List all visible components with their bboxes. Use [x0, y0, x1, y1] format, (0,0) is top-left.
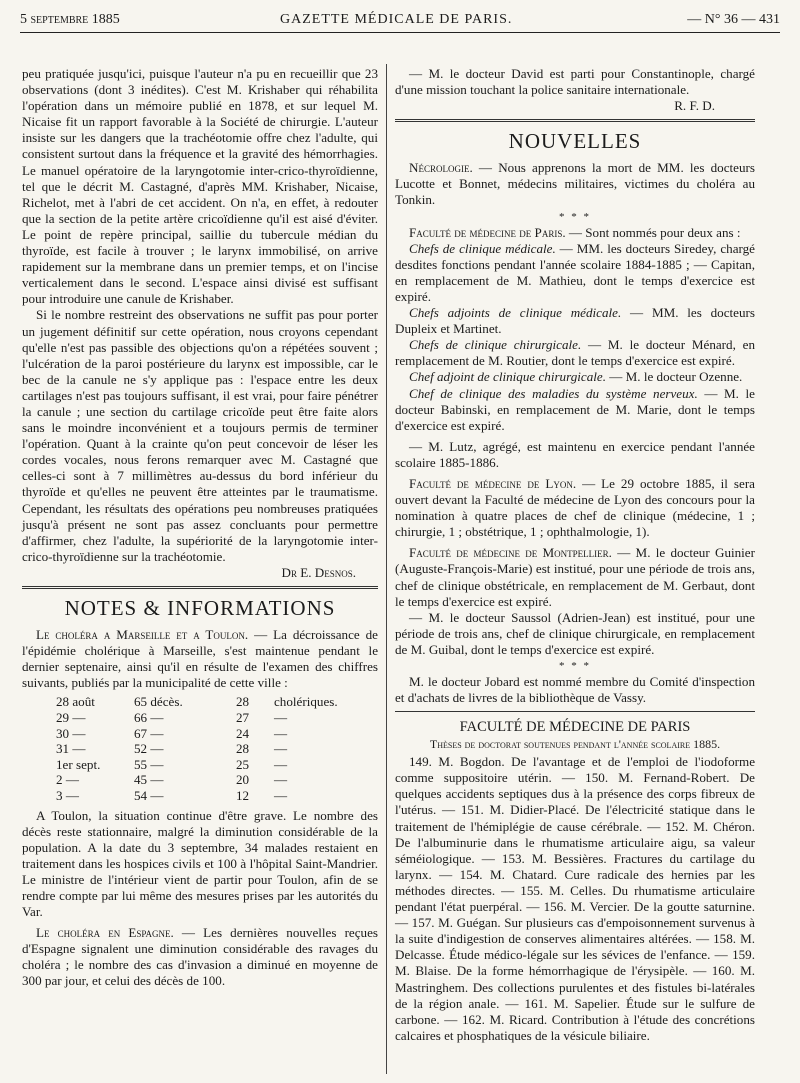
appointment-item: Chefs de clinique chirurgicale. — M. le docteur Ménard, en remplacement de M. Routier, dont le temps d'exercice est expiré.	[395, 337, 756, 369]
news-text: — Sont nommés pour deux ans :	[565, 224, 741, 240]
news-item	[22, 925, 378, 989]
news-item	[395, 160, 755, 208]
column-divider	[386, 64, 387, 1074]
issue-date: 5 septembre 1885	[20, 12, 120, 27]
theses-subtitle: Thèses de doctorat soutenues pendant l'année scolaire 1885.	[429, 737, 721, 752]
news-signature: R. F. D.	[674, 98, 715, 114]
right-column	[395, 66, 755, 1044]
news-item: — M. Lutz, agrégé, est maintenu en exercice pendant l'année scolaire 1885-1886.	[395, 438, 755, 470]
nouvelles-section-title: NOUVELLES	[508, 129, 642, 154]
news-heading: Le choléra en Espagne.	[36, 925, 174, 941]
table-row: 30 — 67 — 24 —	[56, 725, 288, 741]
news-item	[22, 627, 378, 691]
news-heading: Faculté de médecine de Lyon.	[409, 475, 577, 491]
left-column	[22, 66, 378, 990]
section-rule	[395, 121, 755, 122]
news-text: — La décroissance de l'épidémie cholérique à Marseille, s'est maintenue pendant le dernier septenaire, ainsi qu'il en résulte de l'examen des chiffres suivants, publiés par la municipalité de cette ville :	[22, 627, 378, 691]
news-item: A Toulon, la situation continue d'être grave. Le nombre des décès reste stationnaire, malgré la diminution considérable de la population. A la date du 3 septembre, 34 malades restaient en traitement dans les hospices civils et 100 à l'hôpital Saint-Mandrier. Le ministre de l'intérieur vient de partir pour Toulon, afin de se rendre compte par lui même des mesures prises par les autorités du Var.	[22, 807, 378, 920]
table-row: 28 août 65 décès. 28 cholériques.	[56, 694, 338, 710]
table-row: 2 — 45 — 20 —	[56, 772, 288, 788]
news-item: — M. le docteur Saussol (Adrien-Jean) est institué, pour une période de trois ans, chef de clinique chirurgicale, en remplacement de M. Guibal, dont le temps d'exercice est expiré.	[395, 609, 755, 657]
section-rule	[22, 588, 378, 589]
table-row: 29 — 66 — 27 —	[56, 709, 288, 725]
page-header	[20, 8, 780, 33]
news-text: — M. le docteur Guinier (Auguste-François-Marie) est institué, pour une période de trois ans, chef de clinique obstétricale, en remplacement de M. Gerbaut, dont le temps d'exercice est expiré.	[395, 545, 755, 609]
appointment-role: Chef de clinique des maladies du système nerveux.	[409, 385, 698, 401]
table-row: 3 — 54 — 12 —	[56, 787, 288, 803]
news-heading: Le choléra a Marseille et a Toulon.	[36, 627, 249, 642]
article-paragraph: Si le nombre restreint des observations ne suffit pas pour porter un jugement définitif sur cette opération, nous croyons cependant qu'elle n'est pas passible des objections qu'on a répétées souvent ; l'ulcération de la paroi postérieure du larynx est impossible, car le bec de la canule ne s'y applique pas : l'espace entre les deux cartilages n'est pas toujours suffisant, il est vrai, pour faire pénétrer la canule ; une section du cartilage cricoïde peut être faite alors sans le moindre inconvénient et a toujours permis de terminer l'opération. Quant à la crainte qu'on peut concevoir de léser les cordes vocales, nous ferons remarquer avec M. Castagné que celles-ci sont à 7 millimètres au-dessus du bord inférieur du thyroïde et qu'elles ne peuvent être atteintes par le traumatisme. Cependant, les résultats des opérations peu nombreuses pratiquées jusqu'à présent ne sont pas assez concluants pour permettre d'affirmer, chez l'adulte, la supériorité de la laryngotomie inter-crico-thyroïdienne sur la trachéotomie.	[22, 307, 378, 564]
news-heading: Nécrologie.	[409, 160, 473, 176]
table-row: 1er sept. 55 — 25 —	[56, 756, 288, 772]
news-text: — Nous apprenons la mort de MM. les docteurs Lucotte et Bonnet, médecins militaires, victimes du choléra au Tonkin.	[395, 160, 755, 208]
issue-page-number: — N° 36 — 431	[687, 12, 780, 27]
news-item: — M. le docteur David est parti pour Constantinople, chargé d'une mission touchant la police sanitaire internationale.	[395, 66, 755, 98]
table-row: 31 — 52 — 28 —	[56, 741, 288, 757]
article-paragraph: peu pratiquée jusqu'ici, puisque l'auteur n'a pu en recueillir que 23 observations (dont 3 inédites). C'est M. Krishaber qui réhabilita l'opération dans un mémoire publié en 1878, et sur lequel M. Nicaise fit un rapport favorable à la Société de chirurgie. L'auteur insiste sur les dangers que la trachéotomie offre chez l'adulte, qui consistent surtout dans la fréquence et la gravité des hémorrhagies. Le manuel opératoire de la laryngotomie inter-crico-thyroïdienne, tel que le décrit M. Castagné, d'après MM. Krishaber, Nicaise, Richelot, met à l'abri de cet accident. On n'a, en effet, à redouter que la section de la petite artère cricoïdienne qu'il est aisé d'éviter. Le point de repère principal, saillie du tubercule médian du thyroïde, est facile à trouver ; le larynx immobilisé, on arrive rapidement sur la membrane dans un premier temps, et on l'incise verticalement dans le second. L'espace ainsi divisé est suffisant pour introduire une canule de Krishaber.	[22, 66, 378, 307]
news-item	[395, 225, 755, 241]
news-text: — Les dernières nouvelles reçues d'Espagne signalent une diminution considérable des ravages du choléra ; le nombre des cas d'invasion a diminué en moyenne de 300 par jour, et celui des décès de 100.	[22, 925, 379, 989]
separator-asterism: * * *	[559, 660, 591, 672]
death-table	[52, 694, 368, 803]
article-signature: Dr E. Desnos.	[281, 564, 356, 580]
appointment-role: Chefs de clinique médicale.	[409, 240, 556, 256]
section-rule	[395, 711, 755, 712]
appointment-item: Chefs adjoints de clinique médicale. — MM. les docteurs Dupleix et Martinet.	[395, 305, 755, 337]
notes-section-title: NOTES & INFORMATIONS	[64, 596, 336, 620]
news-text: — Le 29 octobre 1885, il sera ouvert devant la Faculté de médecine de Lyon des concours pour la nomination à quatre places de chef de clinique (médecine, 1 ; chirurgie, 1 ; obstétrique, 1 ; ophthalmologie, 1).	[395, 475, 755, 540]
theses-section-title: FACULTÉ DE MÉDECINE DE PARIS	[459, 719, 691, 736]
news-item	[395, 545, 755, 609]
section-rule	[395, 119, 755, 120]
news-heading: Faculté de médecine de Paris.	[409, 224, 566, 240]
section-rule	[22, 586, 378, 587]
appointment-item: Chef adjoint de clinique chirurgicale. — M. le docteur Ozenne.	[409, 369, 743, 385]
appointment-role: Chefs adjoints de clinique médicale.	[409, 305, 622, 321]
news-item: M. le docteur Jobard est nommé membre du Comité d'inspection et d'achats de livres de la bibliothèque de Vassy.	[395, 674, 755, 706]
appointment-role: Chefs de clinique chirurgicale.	[409, 337, 582, 353]
news-item	[395, 476, 755, 540]
appointment-role: Chef adjoint de clinique chirurgicale.	[409, 369, 606, 385]
theses-list: 149. M. Bogdon. De l'avantage et de l'emploi de l'iodoforme comme suppositoire utérin. — 150. M. Fernand-Robert. De quelques accidents septiques dus à la présence des corps fibreux de l'utérus. — 151. M. Didier-Placé. De l'électricité statique dans le traitement de l'hémiplégie de cause cérébrale. — 152. M. Chéron. De l'albuminurie dans le rhumatisme articulaire aigu, sa valeur séméiologique. — 153. M. Bessières. Fractures du cartilage du larynx. — 154. M. Chatard. Cure radicale des hernies par les méthodes directes. — 155. M. Celles. Du rhumatisme articulaire pendant l'état puerpéral. — 156. M. Vercier. De la goutte saturnine. — 157. M. Guégan. Sur plusieurs cas d'empoisonnement survenus à la suite d'indigestion de conserves alimentaires altérées. — 158. M. Delcasse. Étude médico-légale sur les sévices de l'enfance. — 159. M. Blaise. De la forme hémorrhagique de l'érysipèle. — 160. M. Mastringhem. Des collections purulentes et des fistules bi-latérales de la région anale. — 161. M. Sapelier. Étude sur le sulfure de carbone. — 162. M. Ricard. Contribution à l'étude des concrétions calcaires et phosphatiques de la vésicule biliaire.	[395, 754, 755, 1043]
journal-title: GAZETTE MÉDICALE DE PARIS.	[280, 12, 513, 27]
appointment-item: Chef de clinique des maladies du système nerveux. — M. le docteur Babinski, en remplacement de M. Marie, dont le temps d'exercice est expiré.	[395, 385, 755, 433]
separator-asterism: * * *	[559, 210, 591, 223]
news-heading: Faculté de médecine de Montpellier.	[409, 545, 612, 561]
appointment-item: Chefs de clinique médicale. — MM. les docteurs Siredey, chargé desdites fonctions pendant l'année scolaire 1884-1885 ; — Capitan, en remplacement de M. Mathieu, dont le temps d'exercice est expiré.	[395, 240, 755, 304]
